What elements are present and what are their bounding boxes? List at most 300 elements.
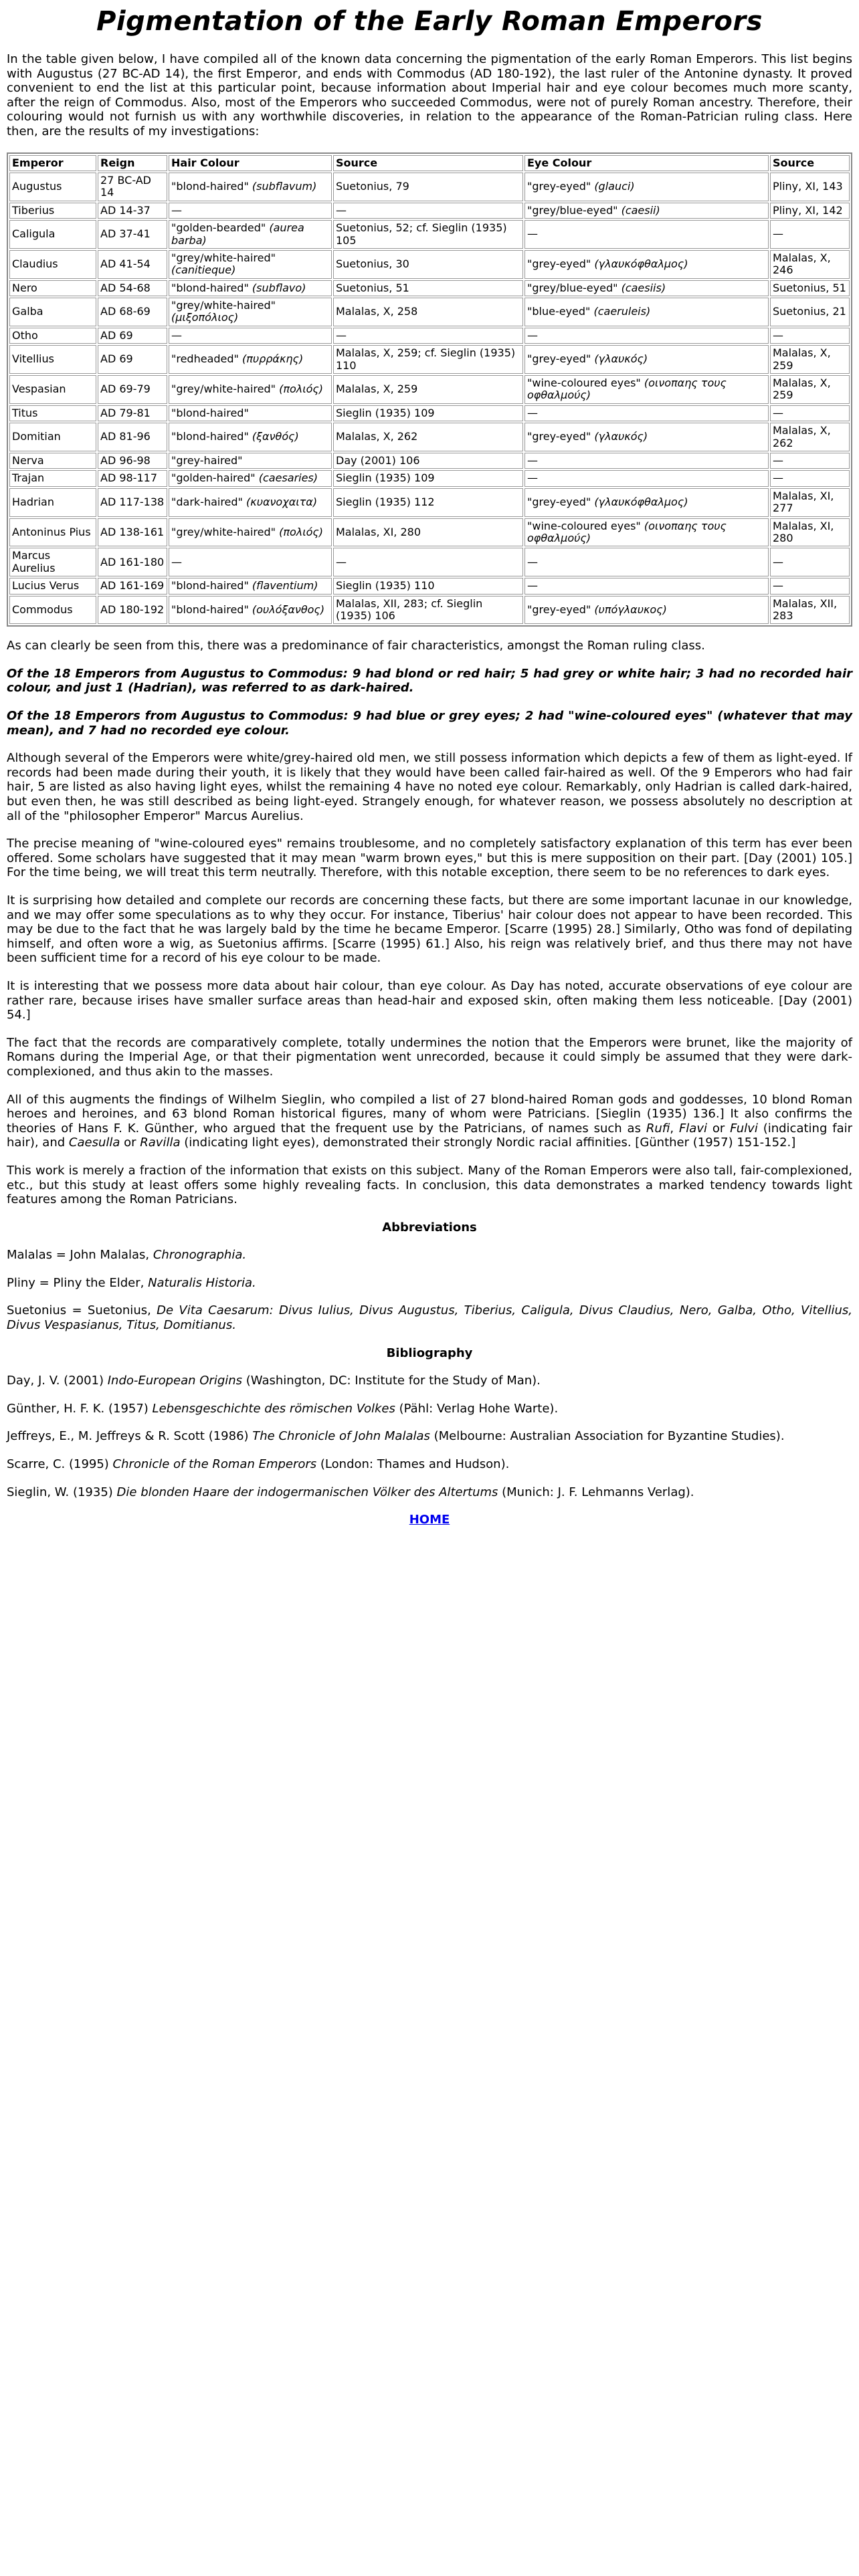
hair-source: — — [336, 203, 347, 217]
table-row — [9, 405, 850, 421]
eye-cell — [524, 203, 769, 219]
hair-source-cell — [333, 298, 523, 326]
hair-source: Suetonius, 79 — [336, 180, 409, 193]
reign-cell — [98, 328, 167, 344]
text-span: (Munich: J. F. Lehmanns Verlag). — [498, 1485, 694, 1499]
eye-colour: "grey-eyed" — [527, 495, 591, 508]
page-title: Pigmentation of the Early Roman Emperors — [96, 6, 763, 37]
text-span: (Melbourne: Australian Association for Byzantine Studies). — [430, 1429, 785, 1444]
hair-colour: "blond-haired" — [171, 180, 249, 193]
emperor-name: Antoninus Pius — [12, 525, 91, 538]
wine-coloured-paragraph: The precise meaning of "wine-coloured eyes" remains troublesome, and no completely satisfactory explanation of this term has ever been offered. Some scholars have suggested that it may mean "warm brown eyes," but this is mere supposition on their part. [Day (2001) 105.] For the time being, we will treat this term neutrally. Therefore, with this notable exception, there seem to be no references to dark eyes. — [7, 837, 852, 880]
eye-source-cell — [770, 405, 850, 421]
text-span: (Washington, DC: Institute for the Study of Man). — [242, 1374, 541, 1388]
eye-summary-paragraph: Of the 18 Emperors from Augustus to Commodus: 9 had blue or grey eyes; 2 had "wine-coloured eyes" (whatever that may mean), and 7 had no recorded eye colour. — [7, 709, 852, 738]
table-row — [9, 596, 850, 625]
hair-term: (μιξοπόλιος) — [171, 311, 239, 324]
hair-source: Malalas, X, 262 — [336, 430, 418, 443]
table-row — [9, 375, 850, 404]
text-span: Jeffreys, E., M. Jeffreys & R. Scott (1986) — [7, 1429, 253, 1444]
emperor-cell — [9, 298, 96, 326]
hair-source-cell — [333, 518, 523, 547]
hair-source: Malalas, X, 259; cf. Sieglin (1935) 110 — [336, 346, 516, 372]
reign-text: AD 14-37 — [100, 203, 151, 217]
eye-cell — [524, 548, 769, 576]
reign-text: AD 117-138 — [100, 495, 165, 508]
hair-source: Suetonius, 52; cf. Sieglin (1935) 105 — [336, 221, 507, 247]
hair-colour: "blond-haired" — [171, 406, 249, 419]
eye-source: — — [773, 406, 783, 419]
emperor-name: Tiberius — [12, 203, 55, 217]
eye-source: Malalas, X, 262 — [773, 424, 831, 449]
reign-text: AD 96-98 — [100, 453, 151, 467]
eye-source-cell — [770, 470, 850, 486]
eye-source: — — [773, 453, 783, 467]
eye-source-cell — [770, 488, 850, 517]
eye-source-cell — [770, 220, 850, 249]
hair-colour: "grey/white-haired" — [171, 525, 276, 538]
eye-term: (γλαυκός) — [594, 430, 648, 443]
eye-source-cell — [770, 173, 850, 201]
abbrev-pliny — [7, 1276, 852, 1291]
emperor-name: Otho — [12, 328, 38, 342]
eye-source-cell — [770, 203, 850, 219]
hair-colour: "grey/white-haired" — [171, 251, 276, 264]
reign-cell — [98, 405, 167, 421]
eye-colour: "grey-eyed" — [527, 603, 591, 616]
emperor-name: Vespasian — [12, 383, 66, 396]
emperor-name: Nerva — [12, 453, 44, 467]
text-span: or — [120, 1136, 140, 1150]
eye-colour: "wine-coloured eyes" — [527, 519, 641, 532]
emperor-name: Domitian — [12, 430, 61, 443]
emperor-name: Titus — [12, 406, 38, 419]
text-span: Suetonius = Suetonius, — [7, 1303, 157, 1318]
eye-source: — — [773, 579, 783, 593]
bib-scarre — [7, 1457, 852, 1472]
reign-cell — [98, 345, 167, 374]
emperor-name: Caligula — [12, 227, 56, 241]
hair-colour: "grey-haired" — [171, 453, 243, 467]
hair-source-cell — [333, 250, 523, 279]
hair-colour: — — [171, 328, 182, 342]
hair-source: Suetonius, 51 — [336, 281, 409, 294]
eye-source: Malalas, XI, 277 — [773, 489, 834, 515]
reign-cell — [98, 220, 167, 249]
eye-cell — [524, 596, 769, 625]
abbreviations-heading: Abbreviations — [382, 1220, 477, 1235]
header-eye-source: Source — [770, 155, 850, 171]
hair-colour: "grey/white-haired" — [171, 299, 276, 312]
eye-source-cell — [770, 280, 850, 296]
reign-text: AD 161-180 — [100, 555, 165, 568]
emperor-cell — [9, 345, 96, 374]
hair-source-cell — [333, 488, 523, 517]
predominance-paragraph: As can clearly be seen from this, there was a predominance of fair characteristics, amongst the Roman ruling class. — [7, 639, 705, 653]
eye-source-cell — [770, 328, 850, 344]
eye-cell — [524, 453, 769, 469]
eye-colour: — — [527, 227, 538, 241]
eye-source-cell — [770, 345, 850, 374]
emperor-cell — [9, 423, 96, 451]
eye-source-cell — [770, 596, 850, 625]
table-row — [9, 173, 850, 201]
text-span: (London: Thames and Hudson). — [316, 1457, 510, 1472]
hair-term: (flaventium) — [252, 579, 318, 593]
reign-cell — [98, 173, 167, 201]
eye-source: Malalas, XI, 280 — [773, 519, 834, 544]
reign-text: AD 54-68 — [100, 281, 151, 294]
hair-source-cell — [333, 405, 523, 421]
header-hair-source: Source — [333, 155, 523, 171]
reign-text: AD 81-96 — [100, 430, 151, 443]
hair-source-cell — [333, 548, 523, 576]
name-caesulla: Caesulla — [68, 1136, 120, 1150]
hair-term: (πολιός) — [279, 525, 324, 538]
eye-cell — [524, 488, 769, 517]
hair-cell — [169, 596, 332, 625]
hair-colour: "blond-haired" — [171, 430, 249, 443]
table-row — [9, 453, 850, 469]
eye-colour: — — [527, 579, 538, 593]
emperor-name: Augustus — [12, 180, 62, 193]
eye-cell — [524, 220, 769, 249]
eye-colour: "grey-eyed" — [527, 257, 591, 271]
eye-source: Suetonius, 21 — [773, 305, 846, 318]
home-link[interactable]: HOME — [409, 1513, 450, 1527]
reign-cell — [98, 488, 167, 517]
hair-source: — — [336, 555, 347, 568]
lacunae-paragraph: It is surprising how detailed and complete our records are concerning these facts, but there are some important lacunae in our knowledge, and we may offer some speculations as to why they occur. For instance, Tiberius' hair colour does not appear to have been recorded. This may be due to the fact that he was largely bald by the time he became Emperor. [Scarre (1995) 28.] Similarly, Otho was fond of depilating himself, and often wore a wig, as Suetonius affirms. [Scarre (1995) 61.] Also, his reign was relatively brief, and thus there may not have been sufficient time for a record of his eye colour to be made. — [7, 893, 852, 966]
hair-source: — — [336, 328, 347, 342]
work-title: De Vita Caesarum: Divus Iulius, Divus Augustus, Tiberius, Caligula, Divus Claudius, Nero, Galba, Otho, Vitellius, Divus Vespasianus, Titus, Domitianus. — [7, 1303, 852, 1333]
eye-colour: "grey-eyed" — [527, 430, 591, 443]
eye-colour: — — [527, 406, 538, 419]
old-men-paragraph: Although several of the Emperors were white/grey-haired old men, we still possess information which depicts a few of them as light-eyed. If records had been made during their youth, it is likely that they would have been called fair-haired as well. Of the 9 Emperors who had fair hair, 5 are listed as also having light eyes, whilst the remaining 4 have no noted eye colour. Remarkably, only Hadrian is called dark-haired, but even then, he was still described as being light-eyed. Strangely enough, for whatever reason, we possess absolutely no description at all of the "philosopher Emperor" Marcus Aurelius. — [7, 751, 852, 823]
sieglin-paragraph — [7, 1093, 852, 1150]
emperors-table — [7, 152, 852, 627]
reign-text: AD 69 — [100, 328, 133, 342]
bib-sieglin — [7, 1485, 852, 1500]
header-reign: Reign — [98, 155, 167, 171]
hair-source: Suetonius, 30 — [336, 257, 409, 271]
text-span: Sieglin, W. (1935) — [7, 1485, 117, 1499]
hair-term: (caesaries) — [258, 471, 318, 485]
eye-source: Malalas, X, 259 — [773, 346, 831, 372]
hair-source-cell — [333, 203, 523, 219]
eye-colour: "grey/blue-eyed" — [527, 203, 618, 217]
eye-cell — [524, 375, 769, 404]
hair-cell — [169, 203, 332, 219]
reign-cell — [98, 518, 167, 547]
table-row — [9, 298, 850, 326]
eye-colour: — — [527, 555, 538, 568]
hair-source-cell — [333, 375, 523, 404]
hair-term: (ξανθός) — [252, 430, 299, 443]
hair-source: Malalas, XII, 283; cf. Sieglin (1935) 106 — [336, 597, 483, 622]
name-rufi: Rufi — [646, 1121, 670, 1136]
work-title: Chronographia. — [153, 1248, 247, 1263]
hair-cell — [169, 328, 332, 344]
hair-source-cell — [333, 578, 523, 594]
hair-source-cell — [333, 328, 523, 344]
hair-cell — [169, 220, 332, 249]
table-row — [9, 220, 850, 249]
hair-cell — [169, 548, 332, 576]
table-row — [9, 470, 850, 486]
table-row — [9, 250, 850, 279]
emperor-cell — [9, 453, 96, 469]
text-span: (Pähl: Verlag Hohe Warte). — [395, 1401, 559, 1416]
eye-source: Malalas, X, 259 — [773, 377, 831, 402]
hair-source-cell — [333, 220, 523, 249]
eye-colour: — — [527, 453, 538, 467]
eye-source: — — [773, 328, 783, 342]
eye-cell — [524, 423, 769, 451]
emperor-cell — [9, 405, 96, 421]
abbrev-malalas — [7, 1248, 852, 1263]
text-span: Pliny = Pliny the Elder, — [7, 1275, 149, 1290]
reign-text: AD 69-79 — [100, 383, 151, 396]
eye-term: (caeruleis) — [593, 305, 651, 318]
eye-source: — — [773, 555, 783, 568]
eye-term: (γλαυκόφθαλμος) — [594, 495, 688, 508]
hair-colour: "redheaded" — [171, 352, 239, 366]
eye-term: (glauci) — [594, 180, 635, 193]
reign-cell — [98, 280, 167, 296]
name-flavi: Flavi — [678, 1121, 707, 1136]
hair-source: Sieglin (1935) 109 — [336, 406, 435, 419]
eye-term: (οινοπαης τους οφθαλμούς) — [527, 519, 727, 544]
eye-source-cell — [770, 423, 850, 451]
hair-colour: "golden-bearded" — [171, 221, 266, 235]
eye-colour: "grey-eyed" — [527, 180, 591, 193]
emperor-name: Lucius Verus — [12, 579, 80, 593]
eye-cell — [524, 405, 769, 421]
hair-source: Sieglin (1935) 109 — [336, 471, 435, 485]
reign-cell — [98, 298, 167, 326]
eye-data-paragraph: It is interesting that we possess more data about hair colour, than eye colour. As Day has noted, accurate observations of eye colour are rather rare, because irises have smaller surface areas than head-hair and exposed skin, often making them less noticeable. [Day (2001) 54.] — [7, 978, 852, 1023]
eye-source-cell — [770, 375, 850, 404]
reign-text: AD 180-192 — [100, 603, 165, 616]
text-span: , — [670, 1121, 679, 1136]
emperor-cell — [9, 470, 96, 486]
text-span: or — [707, 1121, 731, 1136]
header-hair-colour: Hair Colour — [169, 155, 332, 171]
eye-cell — [524, 345, 769, 374]
eye-term: (caesiis) — [621, 281, 666, 294]
eye-cell — [524, 518, 769, 547]
emperor-cell — [9, 548, 96, 576]
hair-colour: "dark-haired" — [171, 495, 243, 508]
text-span: Day, J. V. (2001) — [7, 1374, 108, 1388]
emperor-cell — [9, 250, 96, 279]
records-paragraph: The fact that the records are comparatively complete, totally undermines the notion that the Emperors were brunet, like the majority of Romans during the Imperial Age, or that their pigmentation went unrecorded, because it could simply be assumed that they were dark-complexioned, and thus akin to the masses. — [7, 1035, 852, 1079]
hair-colour: "blond-haired" — [171, 281, 249, 294]
bib-day — [7, 1374, 852, 1388]
eye-cell — [524, 578, 769, 594]
reign-cell — [98, 375, 167, 404]
hair-cell — [169, 453, 332, 469]
eye-colour: — — [527, 328, 538, 342]
eye-term: (caesii) — [621, 203, 660, 217]
bibliography-heading: Bibliography — [386, 1346, 473, 1360]
hair-colour: — — [171, 555, 182, 568]
reign-text: AD 98-117 — [100, 471, 158, 485]
hair-term: (κυανοχαιτα) — [246, 495, 318, 508]
text-span: Günther, H. F. K. (1957) — [7, 1401, 153, 1416]
hair-cell — [169, 345, 332, 374]
eye-colour: "grey/blue-eyed" — [527, 281, 618, 294]
eye-source: Pliny, XI, 142 — [773, 203, 843, 217]
hair-term: (πολιός) — [279, 383, 324, 396]
text-span: All of this augments the findings of Wilhelm Sieglin, who compiled a list of 27 blond-haired Roman gods and goddesses, 10 blond Roman heroes and heroines, and 63 blond Roman historical figures, many of whom were Patricians. [Sieglin (1935) 136.] It also confirms the theories of Hans F. K. Günther, who argued that the frequent use by the Patricians, of names such as — [7, 1092, 852, 1136]
abbrev-suetonius — [7, 1303, 852, 1332]
eye-term: (οινοπαης τους οφθαλμούς) — [527, 377, 727, 402]
text-span: (indicating light eyes), demonstrated their strongly Nordic racial affinities. [Günther (1957) 151-152.] — [180, 1136, 796, 1150]
table-header-row — [9, 155, 850, 171]
hair-source: Malalas, X, 258 — [336, 305, 418, 318]
eye-term: (γλαυκός) — [594, 352, 648, 366]
emperor-cell — [9, 518, 96, 547]
work-title: Die blonden Haare der indogermanischen Völker des Altertums — [116, 1485, 498, 1499]
emperor-name: Galba — [12, 305, 43, 318]
eye-source-cell — [770, 518, 850, 547]
eye-colour: — — [527, 471, 538, 485]
work-title: Naturalis Historia. — [148, 1275, 256, 1290]
eye-cell — [524, 470, 769, 486]
hair-cell — [169, 423, 332, 451]
hair-cell — [169, 518, 332, 547]
emperor-cell — [9, 578, 96, 594]
hair-source-cell — [333, 423, 523, 451]
work-title: The Chronicle of John Malalas — [252, 1429, 430, 1444]
hair-term: (subflavum) — [252, 180, 317, 193]
emperor-name: Trajan — [12, 471, 45, 485]
emperor-name: Nero — [12, 281, 37, 294]
eye-colour: "grey-eyed" — [527, 352, 591, 366]
hair-cell — [169, 250, 332, 279]
emperor-cell — [9, 328, 96, 344]
eye-cell — [524, 298, 769, 326]
table-row — [9, 518, 850, 547]
reign-cell — [98, 453, 167, 469]
hair-colour: "blond-haired" — [171, 579, 249, 593]
eye-source-cell — [770, 298, 850, 326]
emperor-name: Marcus Aurelius — [12, 549, 56, 574]
eye-source-cell — [770, 548, 850, 576]
hair-colour: "blond-haired" — [171, 603, 249, 616]
hair-term: (canitieque) — [171, 263, 236, 277]
hair-source-cell — [333, 596, 523, 625]
reign-cell — [98, 578, 167, 594]
table-body — [9, 173, 850, 624]
hair-cell — [169, 470, 332, 486]
eye-source: Suetonius, 51 — [773, 281, 846, 294]
reign-cell — [98, 470, 167, 486]
reign-cell — [98, 548, 167, 576]
hair-colour: "grey/white-haired" — [171, 383, 276, 396]
eye-source: Pliny, XI, 143 — [773, 180, 843, 193]
reign-text: AD 37-41 — [100, 227, 151, 241]
emperor-name: Hadrian — [12, 495, 54, 508]
eye-colour: "wine-coloured eyes" — [527, 377, 641, 390]
emperor-cell — [9, 173, 96, 201]
hair-source: Malalas, X, 259 — [336, 383, 418, 396]
eye-cell — [524, 250, 769, 279]
reign-cell — [98, 250, 167, 279]
bib-gunther — [7, 1402, 852, 1416]
eye-source: — — [773, 471, 783, 485]
work-title: Lebensgeschichte des römischen Volkes — [152, 1401, 395, 1416]
reign-cell — [98, 203, 167, 219]
emperor-cell — [9, 488, 96, 517]
eye-colour: "blue-eyed" — [527, 305, 591, 318]
reign-text: AD 69 — [100, 352, 133, 366]
name-ravilla: Ravilla — [140, 1136, 181, 1150]
emperor-name: Claudius — [12, 257, 58, 271]
table-row — [9, 488, 850, 517]
emperor-cell — [9, 375, 96, 404]
header-emperor: Emperor — [9, 155, 96, 171]
hair-source-cell — [333, 173, 523, 201]
bib-jeffreys — [7, 1429, 852, 1444]
eye-source-cell — [770, 250, 850, 279]
hair-term: (aurea barba) — [171, 221, 304, 247]
table-row — [9, 345, 850, 374]
table-row — [9, 203, 850, 219]
eye-cell — [524, 328, 769, 344]
hair-colour: — — [171, 203, 182, 217]
hair-source-cell — [333, 280, 523, 296]
hair-cell — [169, 280, 332, 296]
conclusion-paragraph: This work is merely a fraction of the information that exists on this subject. Many of the Roman Emperors were also tall, fair-complexioned, etc., but this study at least offers some highly revealing facts. In conclusion, this data demonstrates a marked tendency towards light features among the Roman Patricians. — [7, 1163, 852, 1207]
name-fulvi: Fulvi — [730, 1121, 758, 1136]
reign-text: AD 41-54 — [100, 257, 151, 271]
table-row — [9, 548, 850, 576]
hair-term: (πυρράκης) — [242, 352, 304, 366]
hair-source: Day (2001) 106 — [336, 453, 420, 467]
emperor-cell — [9, 220, 96, 249]
reign-text: AD 161-169 — [100, 579, 165, 593]
reign-text: 27 BC-AD 14 — [100, 173, 151, 199]
emperor-name: Vitellius — [12, 352, 54, 366]
eye-cell — [524, 173, 769, 201]
home-line — [7, 1513, 852, 1527]
table-row — [9, 423, 850, 451]
hair-source: Sieglin (1935) 112 — [336, 495, 435, 508]
emperor-cell — [9, 203, 96, 219]
table-row — [9, 578, 850, 594]
hair-cell — [169, 405, 332, 421]
hair-term: (ουλόξανθος) — [252, 603, 325, 616]
hair-source-cell — [333, 345, 523, 374]
eye-source: — — [773, 227, 783, 241]
eye-source: Malalas, XII, 283 — [773, 597, 838, 622]
text-span: Scarre, C. (1995) — [7, 1457, 113, 1472]
work-title: Indo-European Origins — [107, 1374, 243, 1388]
hair-cell — [169, 298, 332, 326]
text-span: Malalas = John Malalas, — [7, 1248, 153, 1263]
eye-term: (γλαυκόφθαλμος) — [594, 257, 688, 271]
hair-source: Sieglin (1935) 110 — [336, 579, 435, 593]
hair-cell — [169, 375, 332, 404]
intro-paragraph: In the table given below, I have compiled all of the known data concerning the pigmentation of the early Roman Emperors. This list begins with Augustus (27 BC-AD 14), the first Emperor, and ends with Commodus (AD 180-192), the last ruler of the Antonine dynasty. It proved convenient to end the list at this particular point, because information about Imperial hair and eye colour becomes much more scanty, after the reign of Commodus. Also, most of the Emperors who succeeded Commodus, were not of purely Roman ancestry. Therefore, their colouring would not furnish us with any worthwhile discoveries, in relation to the appearance of the Roman-Patrician ruling class. Here then, are the results of my investigations: — [7, 52, 852, 138]
eye-term: (υπόγλαυκος) — [594, 603, 667, 616]
eye-source: Malalas, X, 246 — [773, 251, 831, 277]
emperor-name: Commodus — [12, 603, 73, 616]
reign-text: AD 79-81 — [100, 406, 151, 419]
